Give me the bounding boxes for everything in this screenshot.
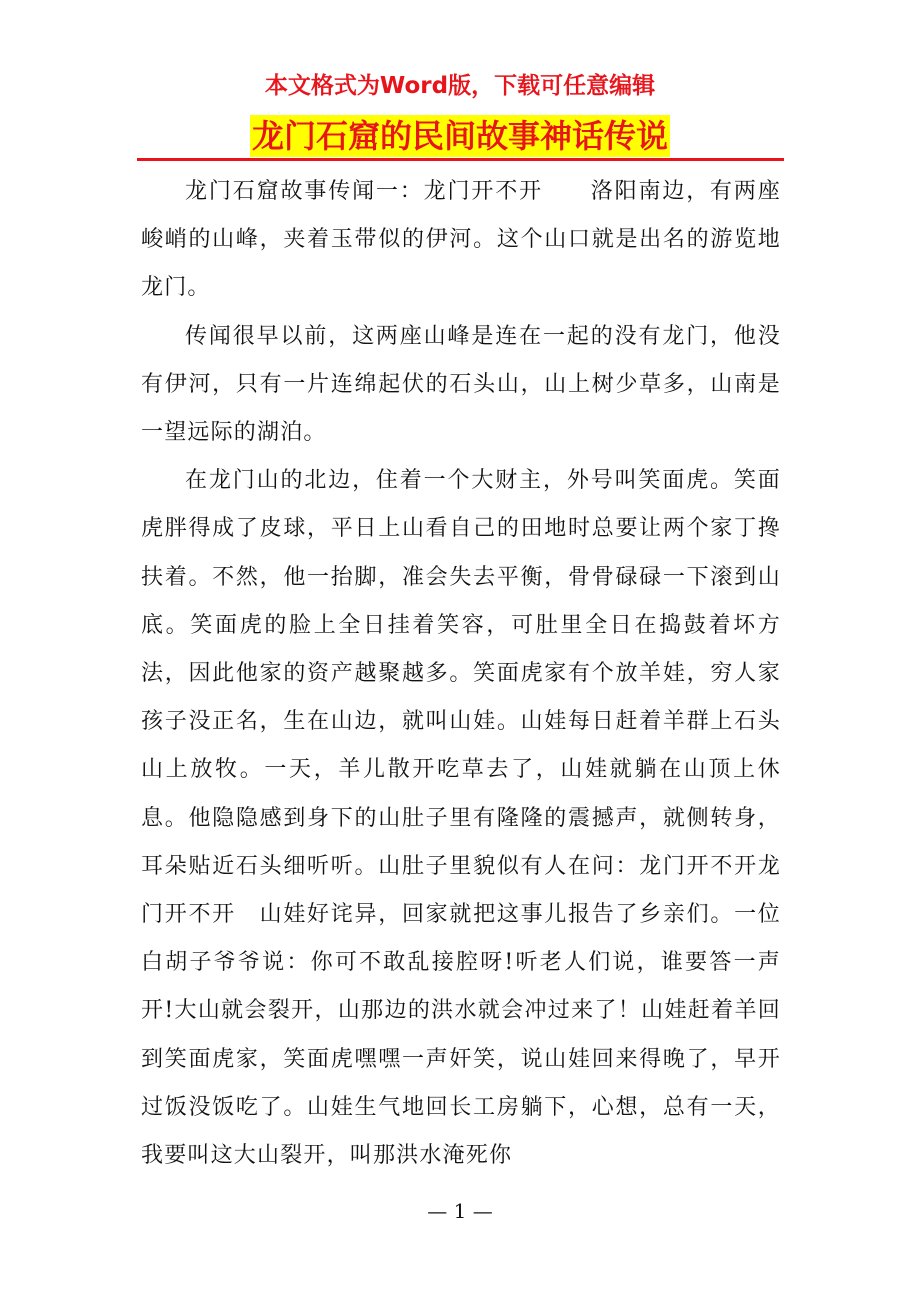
page-number: — 1 —	[427, 1199, 493, 1223]
article-body	[141, 168, 781, 1180]
document-title: 龙门石窟的民间故事神话传说	[251, 117, 668, 155]
title-divider	[137, 158, 784, 161]
paragraph-3: 在龙门山的北边，住着一个大财主，外号叫笑面虎。笑面虎胖得成了皮球，平日上山看自己的田地时总要让两个家丁搀扶着。不然，他一抬脚，准会失去平衡，骨骨碌碌一下滚到山底。笑面虎的脸上全日挂着笑容，可肚里全日在捣鼓着坏方法，因此他家的资产越聚越多。笑面虎家有个放羊娃，穷人家孩子没正名，生在山边，就叫山娃。山娃每日赶着羊群上石头山上放牧。一天，羊儿散开吃草去了，山娃就躺在山顶上休息。他隐隐感到身下的山肚子里有隆隆的震撼声，就侧转身，耳朵贴近石头细听听。山肚子里貌似有人在问：龙门开不开龙门开不开 山娃好诧异，回家就把这事儿报告了乡亲们。一位白胡子爷爷说：你可不敢乱接腔呀!听老人们说，谁要答一声开!大山就会裂开，山那边的洪水就会冲过来了！山娃赶着羊回到笑面虎家，笑面虎嘿嘿一声奸笑，说山娃回来得晚了，早开过饭没饭吃了。山娃生气地回长工房躺下，心想，总有一天，我要叫这大山裂开，叫那洪水淹死你	[141, 468, 781, 1169]
paragraph-2: 传闻很早以前，这两座山峰是连在一起的没有龙门，他没有伊河，只有一片连绵起伏的石头山，山上树少草多，山南是一望远际的湖泊。	[141, 323, 781, 446]
title-block	[0, 115, 920, 157]
download-notice: 本文格式为Word版，下载可任意编辑	[264, 73, 656, 99]
paragraph-1: 龙门石窟故事传闻一：龙门开不开 洛阳南边，有两座峻峭的山峰，夹着玉带似的伊河。这个山口就是出名的游览地龙门。	[141, 179, 781, 301]
